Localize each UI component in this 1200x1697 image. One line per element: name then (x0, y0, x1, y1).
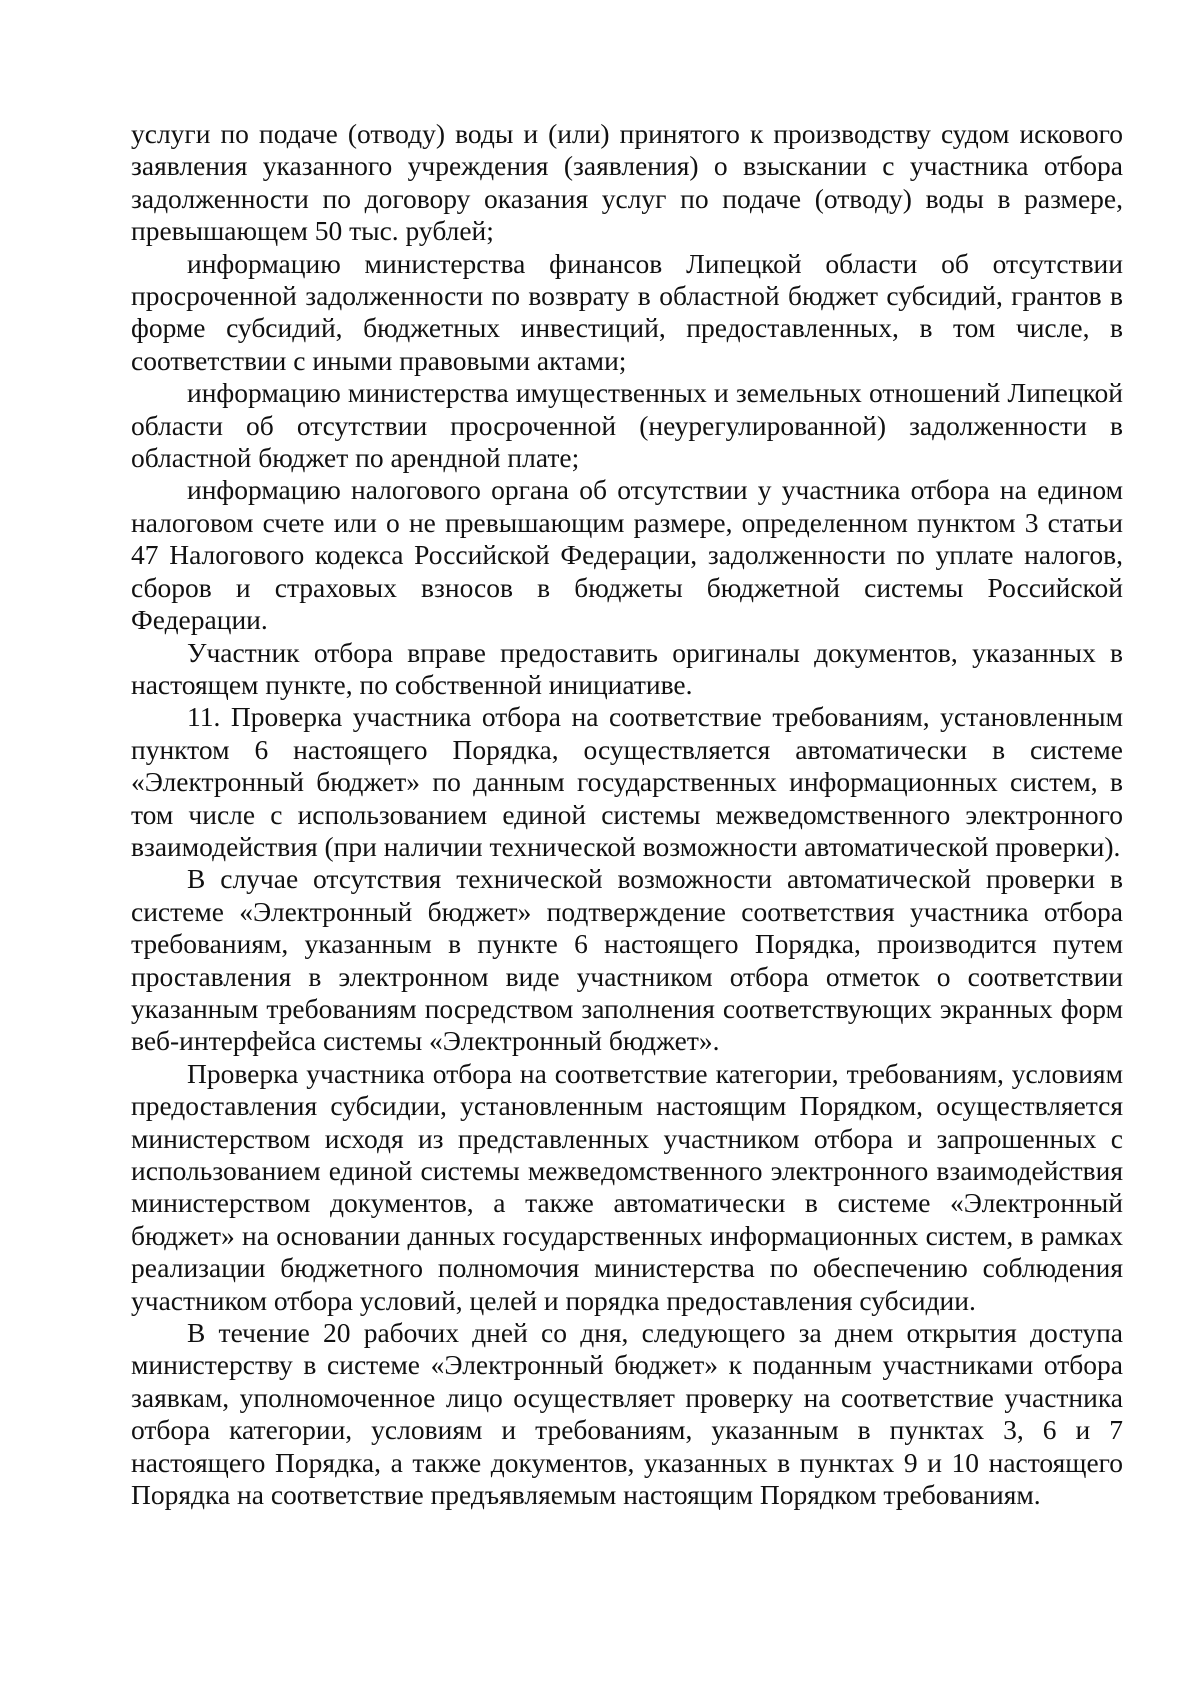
paragraph-continuation: услуги по подаче (отводу) воды и (или) принятого к производству судом искового заявления указанного учреждения (заявления) о взыскании с участника отбора задолженности по договору оказания услуг по подаче (отводу) воды в размере, превышающем 50 тыс. рублей; (131, 118, 1123, 247)
paragraph-tax-authority-info: информацию налогового органа об отсутствии у участника отбора на едином налоговом счете или о не превышающим размере, определенном пунктом 3 статьи 47 Налогового кодекса Российской Федерации, задолженности по уплате налогов, сборов и страховых взносов в бюджеты бюджетной системы Российской Федерации. (131, 474, 1123, 636)
paragraph-no-technical-possibility: В случае отсутствия технической возможности автоматической проверки в системе «Электронный бюджет» подтверждение соответствия участника отбора требованиям, указанным в пункте 6 настоящего Порядка, производится путем проставления в электронном виде участником отбора отметок о соответствии указанным требованиям посредством заполнения соответствующих экранных форм веб-интерфейса системы «Электронный бюджет». (131, 863, 1123, 1057)
paragraph-20-working-days: В течение 20 рабочих дней со дня, следующего за днем открытия доступа министерству в системе «Электронный бюджет» к поданным участниками отбора заявкам, уполномоченное лицо осуществляет проверку на соответствие участника отбора категории, условиям и требованиям, указанным в пунктах 3, 6 и 7 настоящего Порядка, а также документов, указанных в пунктах 9 и 10 настоящего Порядка на соответствие предъявляемым настоящим Порядком требованиям. (131, 1317, 1123, 1511)
paragraph-originals-right: Участник отбора вправе предоставить оригиналы документов, указанных в настоящем пункте, по собственной инициативе. (131, 636, 1123, 700)
paragraph-property-ministry-info: информацию министерства имущественных и земельных отношений Липецкой области об отсутствии просроченной (неурегулированной) задолженности в областной бюджет по арендной плате; (131, 377, 1123, 474)
document-body (131, 118, 1123, 1511)
paragraph-ministry-verification: Проверка участника отбора на соответствие категории, требованиям, условиям предоставления субсидии, установленным настоящим Порядком, осуществляется министерством исходя из представленных участником отбора и запрошенных с использованием единой системы межведомственного электронного взаимодействия министерством документов, а также автоматически в системе «Электронный бюджет» на основании данных государственных информационных систем, в рамках реализации бюджетного полномочия министерства по обеспечению соблюдения участником отбора условий, целей и порядка предоставления субсидии. (131, 1057, 1123, 1316)
paragraph-item-11: 11. Проверка участника отбора на соответствие требованиям, установленным пунктом 6 настоящего Порядка, осуществляется автоматически в системе «Электронный бюджет» по данным государственных информационных систем, в том числе с использованием единой системы межведомственного электронного взаимодействия (при наличии технической возможности автоматической проверки). (131, 701, 1123, 862)
paragraph-finance-ministry-info: информацию министерства финансов Липецкой области об отсутствии просроченной задолженности по возврату в областной бюджет субсидий, грантов в форме субсидий, бюджетных инвестиций, предоставленных, в том числе, в соответствии с иными правовыми актами; (131, 247, 1123, 376)
